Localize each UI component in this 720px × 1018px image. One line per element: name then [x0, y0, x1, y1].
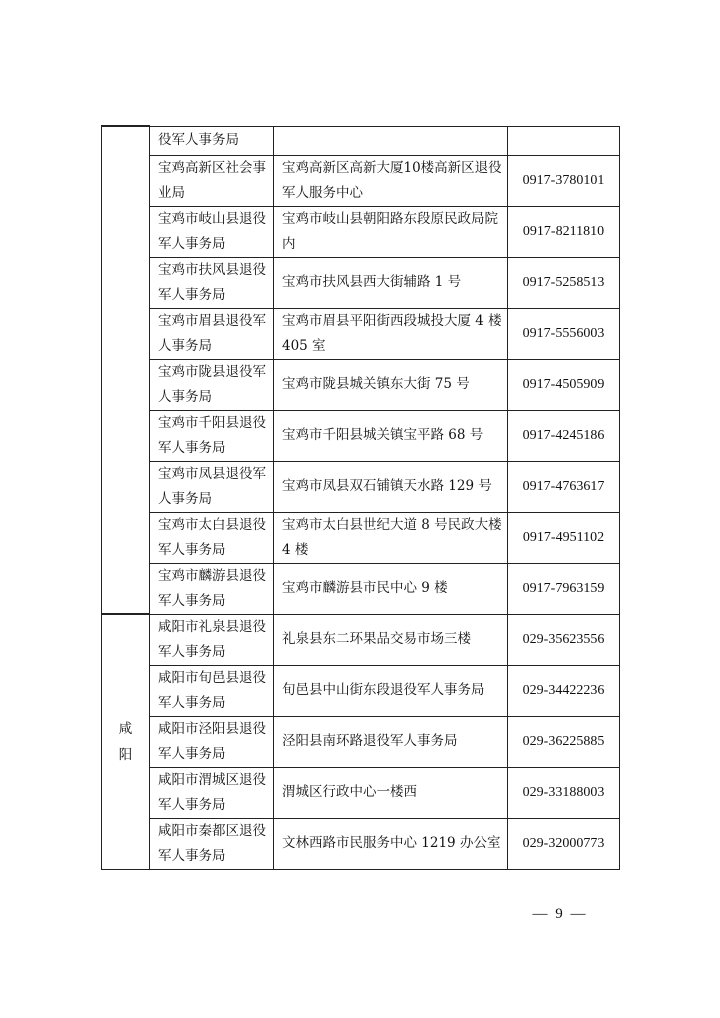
agency-name-cell-text: 宝鸡市眉县退役军人事务局: [158, 312, 266, 354]
table-row: [102, 614, 620, 665]
agency-name-cell-text: 咸阳市泾阳县退役军人事务局: [158, 720, 266, 762]
phone-cell-text: 0917-4763617: [522, 479, 605, 494]
agency-name-cell: [150, 308, 274, 359]
agency-name-cell-text: 咸阳市礼泉县退役军人事务局: [158, 618, 266, 660]
agency-name-cell: [150, 512, 274, 563]
address-cell-text: 宝鸡市陇县城关镇东大街 75 号: [282, 376, 470, 392]
agency-name-cell-text: 宝鸡市凤县退役军人事务局: [158, 465, 266, 507]
agency-name-cell-text: 宝鸡市陇县退役军人事务局: [158, 363, 266, 405]
table-row: [102, 716, 620, 767]
phone-cell-text: 0917-4505909: [522, 377, 605, 392]
phone-cell-text: 0917-7963159: [522, 581, 605, 596]
agency-name-cell: [150, 716, 274, 767]
phone-cell: [508, 818, 620, 869]
phone-cell: [508, 206, 620, 257]
table-row: [102, 767, 620, 818]
address-cell: [274, 206, 508, 257]
address-cell-text: 宝鸡市眉县平阳街西段城投大厦 4 楼 405 室: [282, 312, 502, 354]
table-row: [102, 410, 620, 461]
phone-cell: [508, 126, 620, 155]
table-row: [102, 126, 620, 155]
address-cell-text: 宝鸡市凤县双石铺镇天水路 129 号: [282, 478, 492, 494]
address-cell: [274, 512, 508, 563]
table-row: [102, 206, 620, 257]
table-row: [102, 461, 620, 512]
agency-name-cell: [150, 410, 274, 461]
agency-name-cell-text: 宝鸡市麟游县退役军人事务局: [158, 567, 266, 609]
phone-cell: [508, 359, 620, 410]
agency-name-cell: [150, 665, 274, 716]
agency-name-cell: [150, 563, 274, 614]
phone-cell-text: 0917-3780101: [522, 173, 605, 188]
table-row: [102, 818, 620, 869]
phone-cell: [508, 512, 620, 563]
region-cell: [102, 614, 150, 869]
address-cell: [274, 126, 508, 155]
address-cell-text: 宝鸡市岐山县朝阳路东段原民政局院内: [282, 210, 498, 252]
region-char: 咸: [118, 720, 133, 737]
address-cell: [274, 410, 508, 461]
address-cell-text: 渭城区行政中心一楼西: [282, 784, 417, 800]
table-row: [102, 257, 620, 308]
address-cell: [274, 614, 508, 665]
phone-cell-text: 029-36225885: [522, 734, 605, 749]
agency-name-cell-text: 役军人事务局: [158, 132, 239, 148]
agency-name-cell-text: 咸阳市渭城区退役军人事务局: [158, 771, 266, 813]
phone-cell: [508, 665, 620, 716]
agency-name-cell-text: 宝鸡市太白县退役军人事务局: [158, 516, 266, 558]
phone-cell: [508, 767, 620, 818]
agency-name-cell-text: 咸阳市秦都区退役军人事务局: [158, 822, 266, 864]
table-row: [102, 308, 620, 359]
address-cell: [274, 563, 508, 614]
address-cell-text: 文林西路市民服务中心 1219 办公室: [282, 835, 501, 851]
agency-name-cell: [150, 155, 274, 206]
phone-cell-text: 029-34422236: [522, 683, 605, 698]
agency-name-cell: [150, 767, 274, 818]
phone-cell-text: 0917-4951102: [522, 530, 605, 545]
table-row: [102, 155, 620, 206]
phone-cell-text: 0917-4245186: [522, 428, 605, 443]
agency-name-cell: [150, 206, 274, 257]
agency-name-cell-text: 宝鸡市扶风县退役军人事务局: [158, 261, 266, 303]
address-cell-text: 泾阳县南环路退役军人事务局: [282, 733, 458, 749]
phone-cell: [508, 308, 620, 359]
address-cell: [274, 257, 508, 308]
address-cell: [274, 767, 508, 818]
address-cell: [274, 665, 508, 716]
phone-cell-text: 0917-8211810: [522, 224, 605, 239]
phone-cell-text: 029-33188003: [522, 785, 605, 800]
address-cell: [274, 461, 508, 512]
agency-name-cell: [150, 359, 274, 410]
agency-name-cell-text: 宝鸡市千阳县退役军人事务局: [158, 414, 266, 456]
address-cell-text: 宝鸡市扶风县西大街辅路 1 号: [282, 274, 462, 290]
phone-cell: [508, 155, 620, 206]
address-cell-text: 礼泉县东二环果品交易市场三楼: [282, 631, 471, 647]
region-cell: [102, 126, 150, 614]
agency-name-cell: [150, 126, 274, 155]
agency-name-cell-text: 宝鸡高新区社会事业局: [158, 159, 266, 201]
address-cell: [274, 155, 508, 206]
phone-cell: [508, 716, 620, 767]
address-cell-text: 宝鸡高新区高新大厦10楼高新区退役军人服务中心: [282, 159, 502, 201]
address-cell-text: 宝鸡市千阳县城关镇宝平路 68 号: [282, 427, 484, 443]
table-row: [102, 563, 620, 614]
address-cell-text: 宝鸡市太白县世纪大道 8 号民政大楼 4 楼: [282, 516, 502, 558]
table-row: [102, 359, 620, 410]
region-label: [102, 716, 149, 768]
phone-cell: [508, 563, 620, 614]
agency-name-cell: [150, 461, 274, 512]
agency-name-cell: [150, 257, 274, 308]
phone-cell-text: 029-32000773: [522, 836, 605, 851]
table-row: [102, 665, 620, 716]
address-cell-text: 旬邑县中山街东段退役军人事务局: [282, 682, 485, 698]
phone-cell: [508, 410, 620, 461]
agency-contact-table: [101, 125, 620, 870]
agency-name-cell: [150, 818, 274, 869]
phone-cell-text: 0917-5258513: [522, 275, 605, 290]
phone-cell-text: 029-35623556: [522, 632, 605, 647]
address-cell: [274, 716, 508, 767]
phone-cell-text: 0917-5556003: [522, 326, 605, 341]
address-cell: [274, 308, 508, 359]
agency-name-cell-text: 咸阳市旬邑县退役军人事务局: [158, 669, 266, 711]
agency-name-cell: [150, 614, 274, 665]
table-row: [102, 512, 620, 563]
address-cell-text: 宝鸡市麟游县市民中心 9 楼: [282, 580, 448, 596]
address-cell: [274, 359, 508, 410]
phone-cell: [508, 257, 620, 308]
address-cell: [274, 818, 508, 869]
region-char: 阳: [118, 746, 133, 763]
phone-cell: [508, 461, 620, 512]
agency-name-cell-text: 宝鸡市岐山县退役军人事务局: [158, 210, 266, 252]
page-number: — 9 —: [532, 906, 588, 922]
phone-cell: [508, 614, 620, 665]
